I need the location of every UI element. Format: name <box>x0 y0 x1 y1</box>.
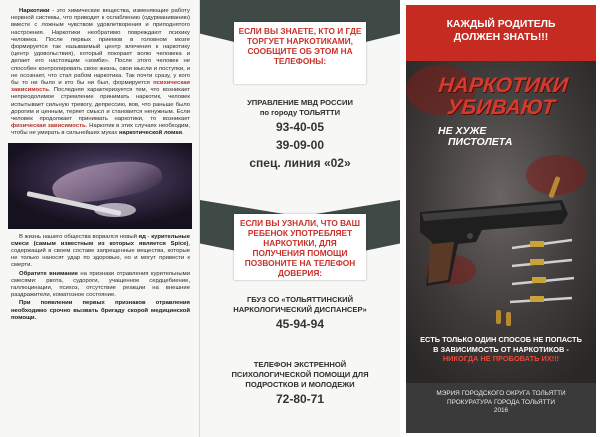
header-line1: КАЖДЫЙ РОДИТЕЛЬ <box>446 19 556 30</box>
footer-year: 2016 <box>493 407 509 414</box>
cover-title <box>414 75 591 119</box>
right-panel <box>400 0 600 437</box>
youth-helpline-block <box>200 360 400 408</box>
cover-image <box>406 5 596 433</box>
dispensary-phone[interactable]: 45-94-94 <box>275 317 325 331</box>
pistol-icon <box>412 170 592 330</box>
police-phone-2[interactable]: 39-09-00 <box>275 138 325 152</box>
paragraph-poisoning-signs: Обратите внимание на признаки отравления курительными смесями: рвота, судороги, учащенное сердцебиение, галлюцинации, психоз, отсутствие реакции на внешние раздражители, коматозное состояние. <box>11 270 191 299</box>
subtitle-line1: НЕ ХУЖЕ <box>438 125 487 137</box>
youth-helpline-line1: ТЕЛЕФОН ЭКСТРЕННОЙ <box>253 360 347 369</box>
dispensary-contact-block <box>200 295 400 333</box>
cover-header <box>406 5 596 61</box>
report-dealers-card: ЕСЛИ ВЫ ЗНАЕТЕ, КТО И ГДЕ ТОРГУЕТ НАРКОТИКАМИ, СООБЩИТЕ ОБ ЭТОМ НА ТЕЛЕФОНЫ: <box>234 22 366 84</box>
footer-line2: ПРОКУРАТУРА ГОРОДА ТОЛЬЯТТИ <box>447 398 555 406</box>
drug-user-photo <box>8 143 192 229</box>
police-phone-1[interactable]: 93-40-05 <box>275 120 325 134</box>
photo-powder-shape <box>94 203 136 217</box>
dispensary-org-line1: ГБУЗ СО «ТОЛЬЯТТИНСКИЙ <box>246 295 354 304</box>
youth-helpline-line3: ПОДРОСТКОВ И МОЛОДЕЖИ <box>245 380 355 389</box>
youth-helpline-line2: ПСИХОЛОГИЧЕСКОЙ ПОМОЩИ ДЛЯ <box>231 370 369 379</box>
cover-footer <box>406 383 596 433</box>
title-line1: НАРКОТИКИ <box>437 74 570 97</box>
paragraph-narcotics-definition: Наркотики - это химические вещества, изменяющие работу нервной системы, что приводит к ослаблению (одурманиванию) вместе с ложным чувством удовлетворения и приподнятого настроения. Наркотики необратимо повреждают психику человека. После первых приемов в головном мозге формируется так называемый центр влечения к наркотику (центр удовольствия), который покорает волю человека и делает его настоящим «зомби». После этого человек не способен контролировать свою жизнь, свои мысли и поступки, и не осознает, что стал рабом наркотика. Так почти сразу, у кого бы то ни было и кто бы ни был, формируется психическая зависимость. Последняя характеризуется тем, что возникает непреодолимое стремление принимать наркотик, человек испытывает сильную тревогу, депрессию, вов, что раньше было дорогим и ценным, теряет смысл и становится ненужным. Если человек продолжает принимать наркотики, то возникает физическая зависимость. Наркотик в этих случаях необходим, чтобы не умирать в сильнейших муках наркотической ломки. <box>11 8 191 137</box>
paragraph-smoking-mixtures: В жизнь нашего общества ворвался новый яд - курительные смеси (самым известным из которых является Spice), содержащий в своем составе запрещенные вещества, которые не только наносят удар по здоровью, но и могут привести к смерти. <box>11 233 190 269</box>
police-special-line[interactable]: спец. линия «02» <box>249 156 351 170</box>
youth-helpline-phone[interactable]: 72-80-71 <box>275 392 325 406</box>
paragraph-call-ambulance: При появлении первых признаков отравления необходимо срочно вызвать бригаду скорой медицинской помощи. <box>11 300 190 321</box>
header-line2: ДОЛЖЕН ЗНАТЬ!!! <box>453 32 549 43</box>
left-panel <box>0 0 200 437</box>
police-org-line2: по городу ТОЛЬЯТТИ <box>259 108 341 117</box>
police-org-line1: УПРАВЛЕНИЕ МВД РОССИИ <box>247 98 353 107</box>
cover-subtitle <box>438 126 588 148</box>
subtitle-line2: ПИСТОЛЕТА <box>448 136 513 148</box>
middle-panel <box>200 0 400 437</box>
footer-line1: МЭРИЯ ГОРОДСКОГО ОКРУГА ТОЛЬЯТТИ <box>436 390 566 397</box>
notice-line2: В ЗАВИСИМОСТЬ ОТ НАРКОТИКОВ - <box>433 344 569 354</box>
notice-line1: ЕСТЬ ТОЛЬКО ОДИН СПОСОБ НЕ ПОПАСТЬ <box>420 335 582 344</box>
title-line2: УБИВАЮТ <box>446 96 556 119</box>
police-contact-block <box>200 98 400 172</box>
helpline-card: ЕСЛИ ВЫ УЗНАЛИ, ЧТО ВАШ РЕБЕНОК УПОТРЕБЛЯЕТ НАРКОТИКИ, ДЛЯ ПОЛУЧЕНИЯ ПОМОЩИ ПОЗВОНИТЕ НА ТЕЛЕФОН ДОВЕРИЯ: <box>234 214 366 280</box>
dispensary-org-line2: НАРКОЛОГИЧЕСКИЙ ДИСПАНСЕР» <box>233 305 367 314</box>
prevention-notice <box>415 335 587 364</box>
notice-line3: НИКОГДА НЕ ПРОБОВАТЬ ИХ!!! <box>442 354 560 363</box>
